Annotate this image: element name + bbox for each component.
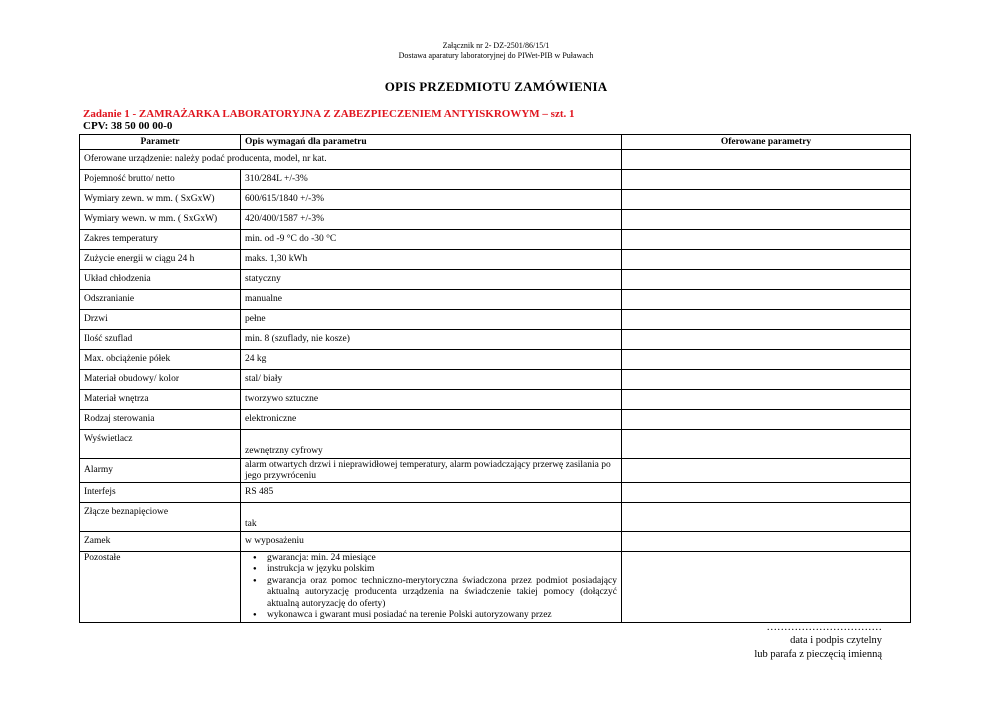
offered-cell[interactable] xyxy=(622,552,911,623)
desc-cell: maks. 1,30 kWh xyxy=(241,250,622,270)
desc-cell: 310/284L +/-3% xyxy=(241,170,622,190)
param-cell: Ilość szuflad xyxy=(80,330,241,350)
desc-cell: 600/615/1840 +/-3% xyxy=(241,190,622,210)
offered-cell[interactable] xyxy=(622,430,911,459)
param-cell: Interfejs xyxy=(80,483,241,503)
table-row xyxy=(80,230,911,250)
offered-cell[interactable] xyxy=(622,370,911,390)
offered-cell[interactable] xyxy=(622,310,911,330)
table-row xyxy=(80,370,911,390)
header-line-1: Załącznik nr 2- DZ-2501/86/15/1 xyxy=(442,41,550,50)
desc-cell: pełne xyxy=(241,310,622,330)
desc-cell: 24 kg xyxy=(241,350,622,370)
lock-row xyxy=(80,532,911,552)
offered-cell[interactable] xyxy=(622,532,911,552)
desc-cell: zewnętrzny cyfrowy xyxy=(241,430,622,459)
param-cell: Pojemność brutto/ netto xyxy=(80,170,241,190)
offered-cell[interactable] xyxy=(622,190,911,210)
offered-cell[interactable] xyxy=(622,390,911,410)
param-cell: Rodzaj sterowania xyxy=(80,410,241,430)
offered-cell[interactable] xyxy=(622,330,911,350)
cpv-code: CPV: 38 50 00 00-0 xyxy=(83,120,173,132)
offered-cell[interactable] xyxy=(622,170,911,190)
offered-cell[interactable] xyxy=(622,410,911,430)
offered-cell[interactable] xyxy=(622,290,911,310)
offered-device-value[interactable] xyxy=(622,150,911,170)
desc-cell: w wyposażeniu xyxy=(241,532,622,552)
list-item: ● instrukcja w języku polskim xyxy=(267,564,617,575)
table-row xyxy=(80,170,911,190)
table-row xyxy=(80,310,911,330)
header-parameter: Parametr xyxy=(80,135,241,150)
offered-cell[interactable] xyxy=(622,483,911,503)
desc-cell: tworzywo sztuczne xyxy=(241,390,622,410)
signature-line-1: data i podpis czytelny xyxy=(790,635,882,646)
page-title: OPIS PRZEDMIOTU ZAMÓWIENIA xyxy=(384,79,608,94)
desc-cell: min. 8 (szuflady, nie kosze) xyxy=(241,330,622,350)
desc-cell: stal/ biały xyxy=(241,370,622,390)
offered-cell[interactable] xyxy=(622,270,911,290)
desc-cell: manualne xyxy=(241,290,622,310)
interface-row xyxy=(80,483,911,503)
desc-cell xyxy=(241,552,622,623)
offered-cell[interactable] xyxy=(622,210,911,230)
param-cell: Układ chłodzenia xyxy=(80,270,241,290)
param-cell: Materiał obudowy/ kolor xyxy=(80,370,241,390)
desc-cell: tak xyxy=(241,503,622,532)
offered-cell[interactable] xyxy=(622,230,911,250)
alarms-row xyxy=(80,459,911,483)
param-cell: Złącze beznapięciowe xyxy=(80,503,241,532)
table-row xyxy=(80,250,911,270)
desc-cell: RS 485 xyxy=(241,483,622,503)
signature-line-2: lub parafa z pieczęcią imienną xyxy=(754,649,882,660)
table-row xyxy=(80,290,911,310)
desc-cell: min. od -9 °C do -30 °C xyxy=(241,230,622,250)
param-cell: Alarmy xyxy=(80,459,241,483)
offered-cell[interactable] xyxy=(622,250,911,270)
table-row xyxy=(80,270,911,290)
table-row xyxy=(80,210,911,230)
table-row xyxy=(80,390,911,410)
param-cell: Materiał wnętrza xyxy=(80,390,241,410)
spec-table xyxy=(79,134,911,623)
other-requirements-list xyxy=(245,553,617,621)
table-row xyxy=(80,190,911,210)
table-row xyxy=(80,410,911,430)
offered-device-row xyxy=(80,150,911,170)
param-cell: Zakres temperatury xyxy=(80,230,241,250)
header-line-2: Dostawa aparatury laboratoryjnej do PIWet-PIB w Puławach xyxy=(398,51,594,60)
param-cell: Pozostałe xyxy=(80,552,241,623)
signature-dots: …………………………… xyxy=(766,622,882,633)
display-row xyxy=(80,430,911,459)
table-row xyxy=(80,350,911,370)
offered-cell[interactable] xyxy=(622,503,911,532)
param-cell: Wymiary wewn. w mm. ( SxGxW) xyxy=(80,210,241,230)
desc-cell: elektroniczne xyxy=(241,410,622,430)
desc-cell: alarm otwartych drzwi i nieprawidłowej temperatury, alarm powiadczający przerwę zasilania po jego przywróceniu xyxy=(241,459,622,483)
offered-cell[interactable] xyxy=(622,459,911,483)
other-row xyxy=(80,552,911,623)
header-description: Opis wymagań dla parametru xyxy=(241,135,622,150)
table-row xyxy=(80,330,911,350)
task-title: Zadanie 1 - ZAMRAŻARKA LABORATORYJNA Z ZABEZPIECZENIEM ANTYISKROWYM – szt. 1 xyxy=(83,108,575,120)
header-offered: Oferowane parametry xyxy=(622,135,911,150)
offered-cell[interactable] xyxy=(622,350,911,370)
list-item: ● gwarancja: min. 24 miesiące xyxy=(267,553,617,564)
contact-row xyxy=(80,503,911,532)
param-cell: Zamek xyxy=(80,532,241,552)
list-item: ● gwarancja oraz pomoc techniczno-merytoryczna świadczona przez podmiot posiadający aktualną autoryzację producenta urządzenia na świadczenie takiej pomocy (dołączyć aktualną autoryzację do oferty) xyxy=(267,576,617,610)
param-cell: Drzwi xyxy=(80,310,241,330)
param-cell: Max. obciążenie półek xyxy=(80,350,241,370)
offered-device-label: Oferowane urządzenie: należy podać producenta, model, nr kat. xyxy=(80,150,622,170)
param-cell: Zużycie energii w ciągu 24 h xyxy=(80,250,241,270)
list-item: ● wykonawca i gwarant musi posiadać na terenie Polski autoryzowany przez xyxy=(267,610,617,621)
desc-cell: statyczny xyxy=(241,270,622,290)
param-cell: Wyświetlacz xyxy=(80,430,241,459)
desc-cell: 420/400/1587 +/-3% xyxy=(241,210,622,230)
table-header-row xyxy=(80,135,911,150)
param-cell: Wymiary zewn. w mm. ( SxGxW) xyxy=(80,190,241,210)
param-cell: Odszranianie xyxy=(80,290,241,310)
